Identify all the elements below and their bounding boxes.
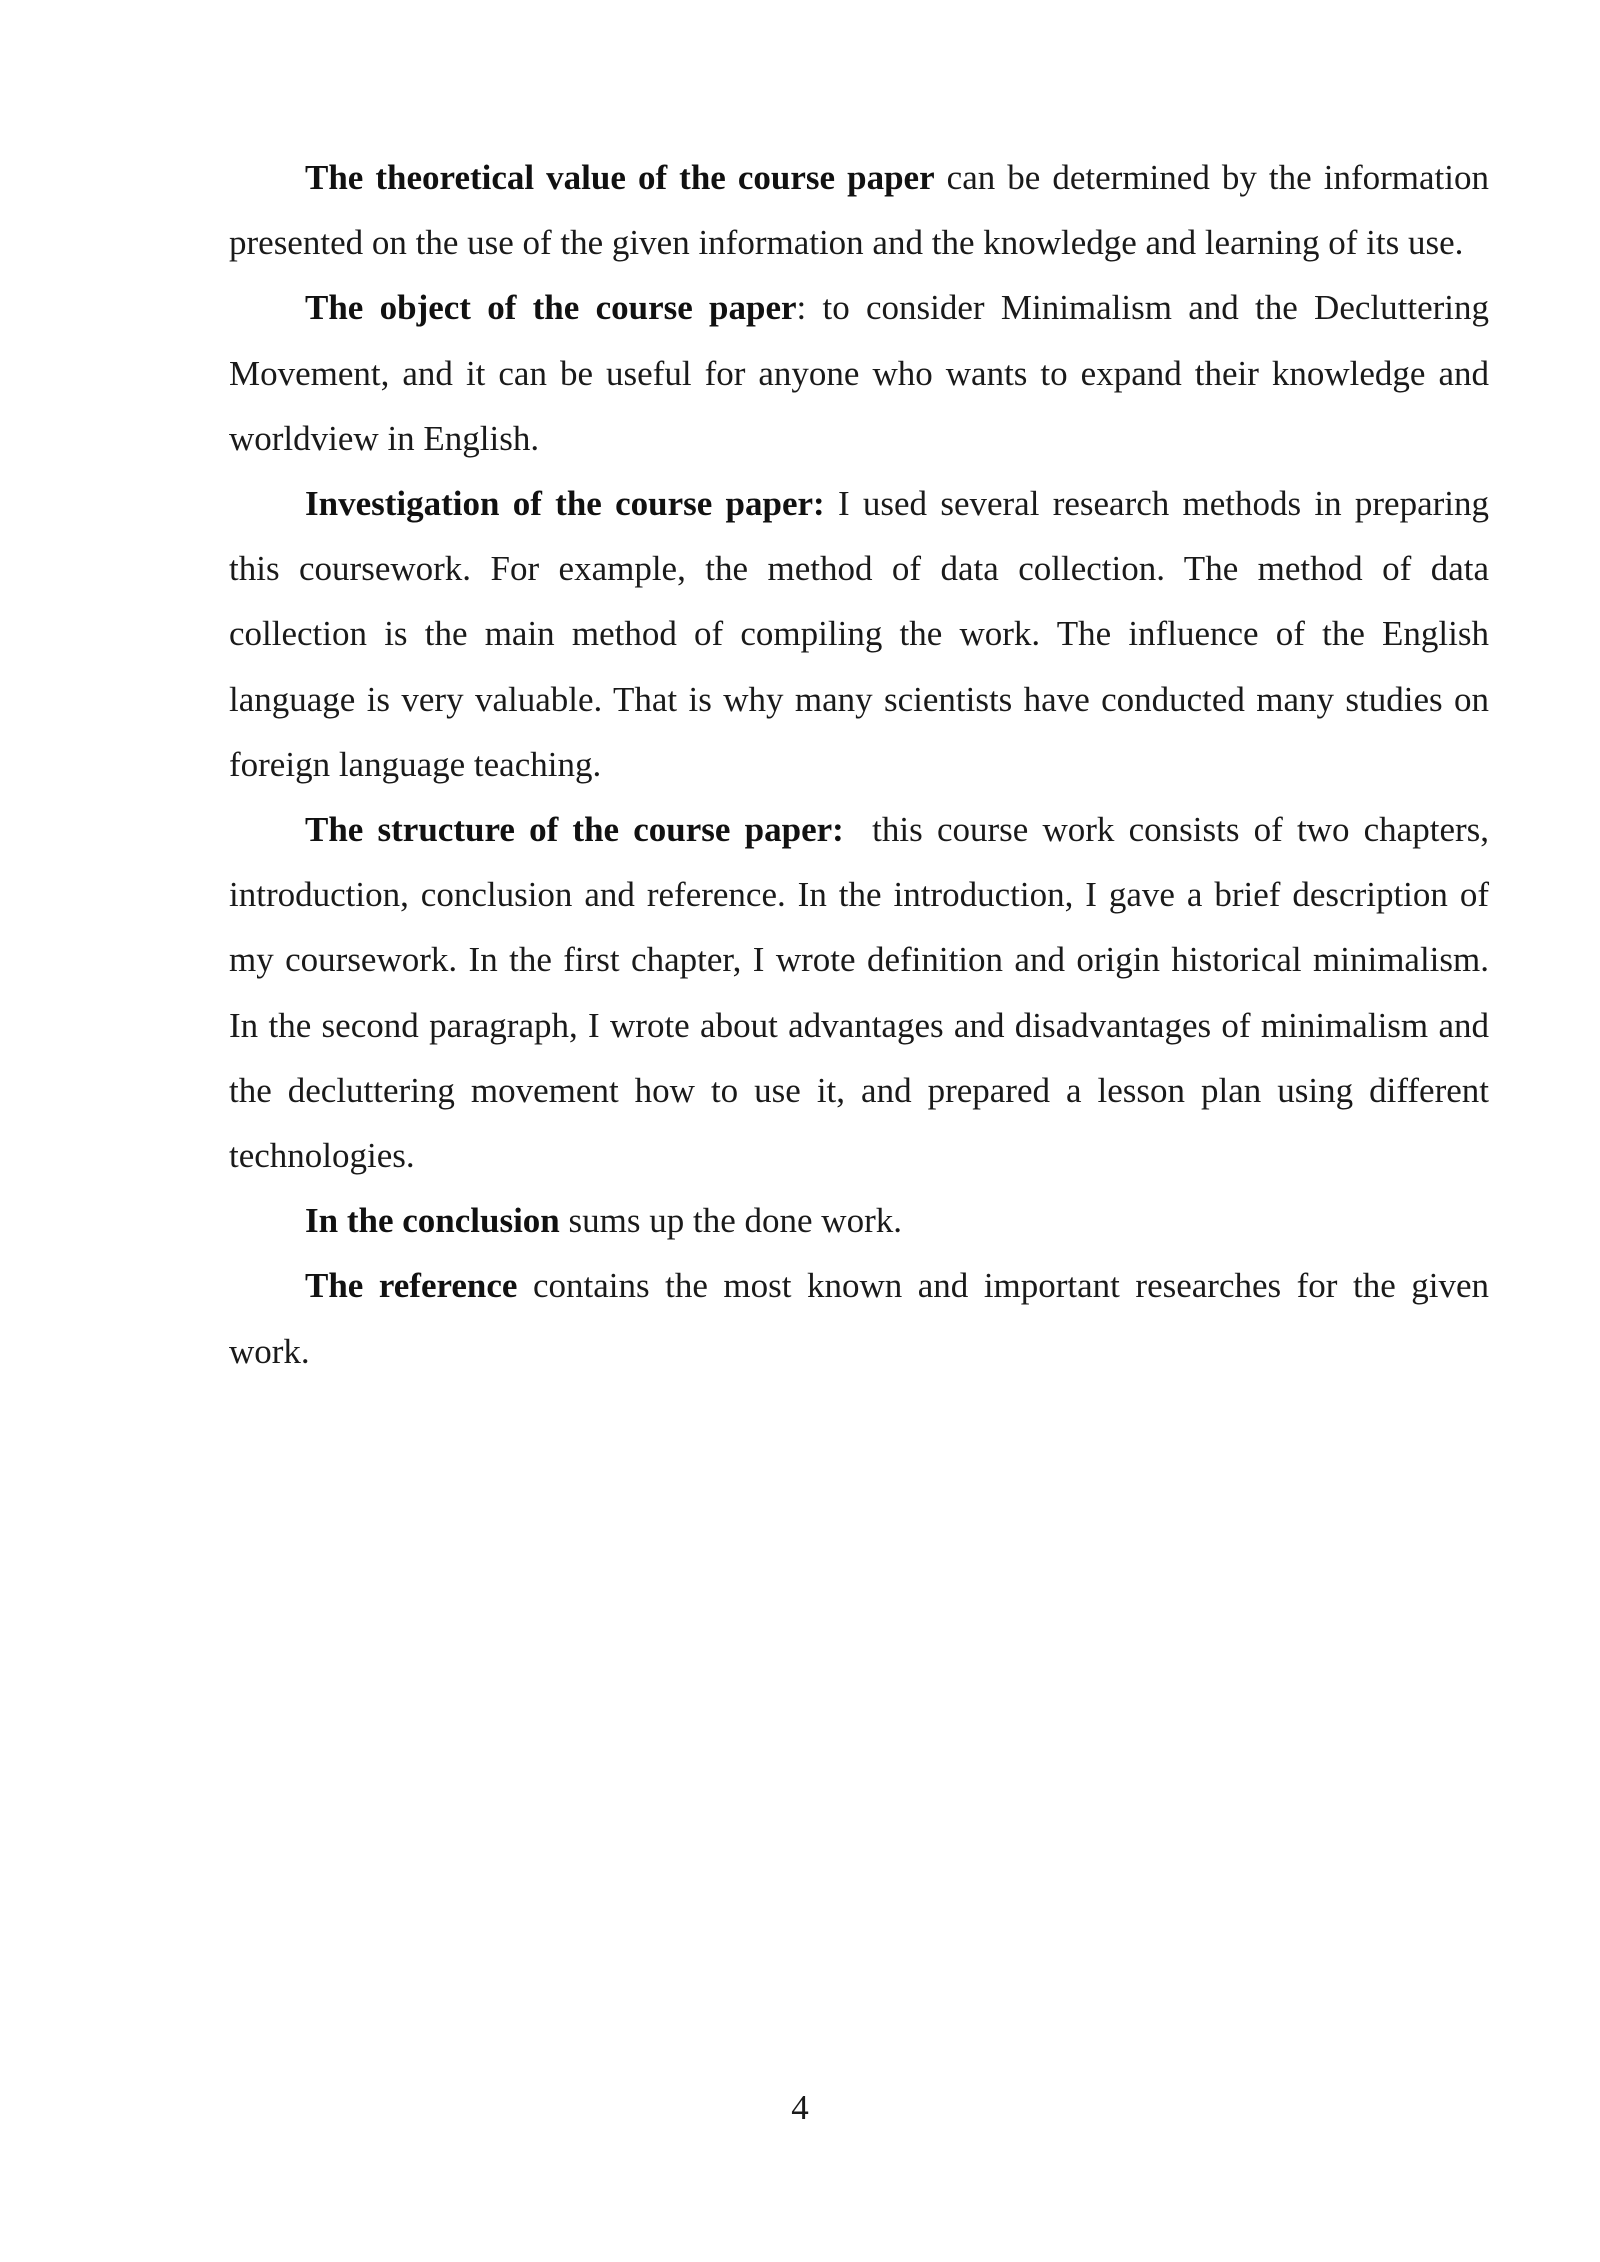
- paragraph-heading: The structure of the course paper:: [305, 810, 844, 850]
- paragraph-conclusion: [229, 1188, 1489, 1253]
- page-number: 4: [791, 2088, 809, 2127]
- paragraph-heading: The object of the course paper: [305, 288, 797, 328]
- paragraph-heading: Investigation of the course paper:: [305, 484, 825, 524]
- paragraph-text: sums up the done work.: [559, 1201, 902, 1241]
- paragraph-investigation: [229, 471, 1489, 797]
- paragraph-text: I used several research methods in preparing this coursework. For example, the method of data collection. The method of data collection is the main method of compiling the work. The influence of the English language is very valuable. That is why many scientists have conducted many studies on foreign language teaching.: [229, 484, 1489, 784]
- paragraph-heading: In the conclusion: [305, 1201, 560, 1241]
- paragraph-heading: The reference: [305, 1266, 518, 1306]
- paragraph-reference: [229, 1253, 1489, 1383]
- paragraph-structure: [229, 797, 1498, 1188]
- paragraph-object: [229, 275, 1489, 471]
- paragraph-text: this course work consists of two chapters, introduction, conclusion and reference. In the introduction, I gave a brief description of my coursework. In the first chapter, I wrote definition and origin historical minimalism. In the second paragraph, I wrote about advantages and disadvantages of minimalism and the decluttering movement how to use it, and prepared a lesson plan using different technologies.: [229, 810, 1498, 1176]
- paragraph-text: contains the most known and important researches for the given work.: [229, 1266, 1489, 1371]
- paragraph-text: can be determined by the information presented on the use of the given information and the knowledge and learning of its use.: [229, 158, 1489, 263]
- paragraph-text: : to consider Minimalism and the Decluttering Movement, and it can be useful for anyone who wants to expand their knowledge and worldview in English.: [229, 288, 1489, 458]
- paragraph-theoretical-value: [229, 145, 1489, 275]
- body-text: [229, 145, 1498, 1384]
- paragraph-heading: The theoretical value of the course paper: [305, 158, 935, 197]
